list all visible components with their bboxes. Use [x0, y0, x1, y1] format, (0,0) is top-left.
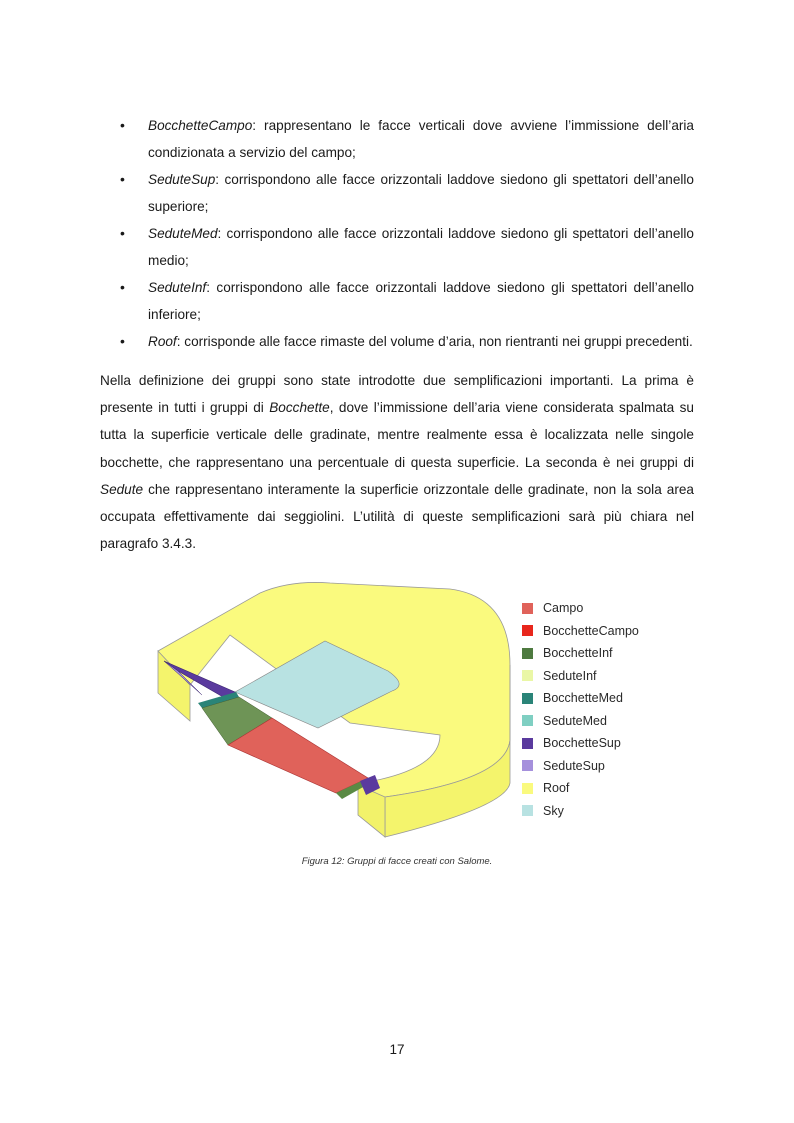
legend-swatch	[522, 738, 533, 749]
legend-entry-roof	[522, 777, 639, 800]
list-item	[120, 220, 694, 274]
emphasis-bocchette: Bocchette	[269, 400, 330, 416]
legend-label: SeduteMed	[543, 713, 607, 728]
legend-entry-sedutesup	[522, 755, 639, 778]
list-item	[120, 274, 694, 328]
legend-swatch	[522, 693, 533, 704]
definition: : corrispondono alle facce orizzontali laddove siedono gli spettatori dell’anello inferiore;	[148, 280, 694, 322]
legend-swatch	[522, 805, 533, 816]
page-number: 17	[389, 1042, 405, 1057]
list-item	[120, 166, 694, 220]
bullet-icon: •	[120, 279, 125, 295]
term: BocchetteCampo	[148, 118, 253, 133]
legend-entry-bocchettesup	[522, 732, 639, 755]
legend-swatch	[522, 715, 533, 726]
legend-label: SeduteSup	[543, 758, 605, 773]
legend-label: BocchetteCampo	[543, 623, 639, 638]
legend-label: BocchetteSup	[543, 736, 621, 751]
legend-entry-bocchetteinf	[522, 642, 639, 665]
definition: : corrispondono alle facce orizzontali laddove siedono gli spettatori dell’anello medio;	[148, 226, 694, 268]
legend-swatch	[522, 625, 533, 636]
emphasis-sedute: Sedute	[100, 481, 144, 497]
definition: : corrisponde alle facce rimaste del volume d’aria, non rientranti nei gruppi precedenti.	[176, 334, 693, 349]
term: SeduteInf	[148, 280, 207, 295]
legend-swatch	[522, 783, 533, 794]
figure-caption: Figura 12: Gruppi di facce creati con Salome.	[301, 856, 493, 867]
bullet-icon: •	[120, 117, 125, 133]
figure-legend	[522, 597, 639, 822]
bullet-icon: •	[120, 333, 125, 349]
legend-label: BocchetteInf	[543, 646, 613, 661]
legend-entry-bocchettecampo	[522, 620, 639, 643]
body-paragraph	[100, 367, 694, 557]
list-item	[120, 328, 694, 355]
legend-swatch	[522, 760, 533, 771]
legend-entry-campo	[522, 597, 639, 620]
term: SeduteSup	[148, 172, 216, 187]
term: SeduteMed	[148, 226, 218, 241]
legend-entry-seduteinf	[522, 665, 639, 688]
definition: : rappresentano le facce verticali dove avviene l’immissione dell’aria condizionata a servizio del campo;	[148, 118, 694, 160]
paragraph-text: che rappresentano interamente la superficie orizzontale delle gradinate, non la sola area occupata effettivamente dai seggiolini. L’utilità di queste semplificazioni sarà più chiara nel paragrafo 3.4.3.	[100, 481, 694, 552]
legend-entry-bocchettemed	[522, 687, 639, 710]
list-item	[120, 112, 694, 166]
legend-entry-sky	[522, 800, 639, 823]
bullet-list	[120, 112, 694, 355]
legend-swatch	[522, 648, 533, 659]
term: Roof	[148, 334, 177, 349]
bullet-icon: •	[120, 171, 125, 187]
paragraph-text: , dove l’immissione dell’aria viene considerata spalmata su tutta la superficie verticale delle gradinate, mentre realmente essa è localizzata nelle singole bocchette, che rappresentano una percentuale di questa superficie. La seconda è nei gruppi di	[100, 400, 694, 470]
legend-label: Campo	[543, 601, 584, 616]
legend-label: SeduteInf	[543, 668, 597, 683]
definition: : corrispondono alle facce orizzontali laddove siedono gli spettatori dell’anello superiore;	[148, 172, 694, 214]
legend-label: BocchetteMed	[543, 691, 623, 706]
legend-swatch	[522, 670, 533, 681]
bullet-icon: •	[120, 225, 125, 241]
legend-swatch	[522, 603, 533, 614]
legend-entry-sedutemed	[522, 710, 639, 733]
legend-label: Roof	[543, 781, 570, 796]
paragraph-text: Nella definizione dei gruppi sono state introdotte due semplificazioni importanti. La prima è presente in tutti i gruppi di	[100, 373, 694, 416]
legend-label: Sky	[543, 803, 564, 818]
